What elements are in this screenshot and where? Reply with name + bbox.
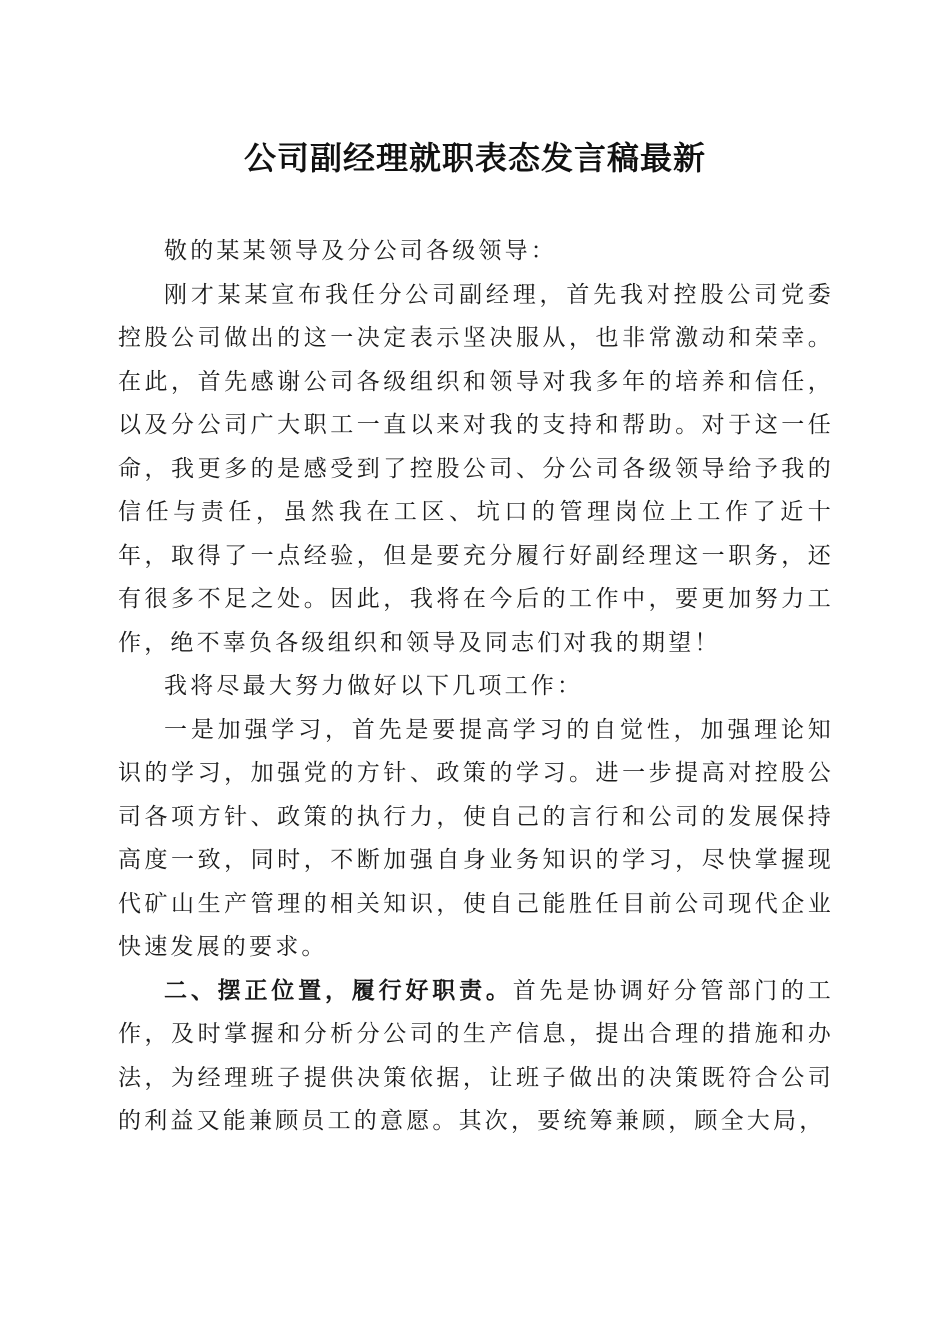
salutation: 敬的某某领导及分公司各级领导： — [164, 238, 557, 264]
paragraph-2: 我将尽最大努力做好以下几项工作： — [164, 673, 584, 699]
paragraph-1: 刚才某某宣布我任分公司副经理，首先我对控股公司党委控股公司做出的这一决定表示坚决服从，也非常激动和荣幸。在此，首先感谢公司各级组织和领导对我多年的培养和信任，以及分公司广大职工一直以来对我的支持和帮助。对于这一任命，我更多的是感受到了控股公司、分公司各级领导给予我的信任与责任，虽然我在工区、坑口的管理岗位上工作了近十年，取得了一点经验，但是要充分履行好副经理这一职务，还有很多不足之处。因此，我将在今后的工作中，要更加努力工作，绝不辜负各级组织和领导及同志们对我的期望！ — [118, 281, 834, 656]
document-body — [118, 230, 834, 1144]
paragraph-4-heading: 二、摆正位置，履行好职责。 — [164, 977, 513, 1004]
document-title: 公司副经理就职表态发言稿最新 — [243, 139, 706, 177]
paragraph-3: 一是加强学习，首先是要提高学习的自觉性，加强理论知识的学习，加强党的方针、政策的学习。进一步提高对控股公司各项方针、政策的执行力，使自己的言行和公司的发展保持高度一致，同时，不断加强自身业务知识的学习，尽快掌握现代矿山生产管理的相关知识，使自己能胜任目前公司现代企业快速发展的要求。 — [118, 716, 834, 960]
paragraph-4 — [118, 970, 834, 1144]
paragraph-4-body: 首先是协调好分管部门的工作，及时掌握和分析分公司的生产信息，提出合理的措施和办法，为经理班子提供决策依据，让班子做出的决策既符合公司的利益又能兼顾员工的意愿。其次，要统筹兼顾，顾全大局， — [118, 977, 834, 1134]
